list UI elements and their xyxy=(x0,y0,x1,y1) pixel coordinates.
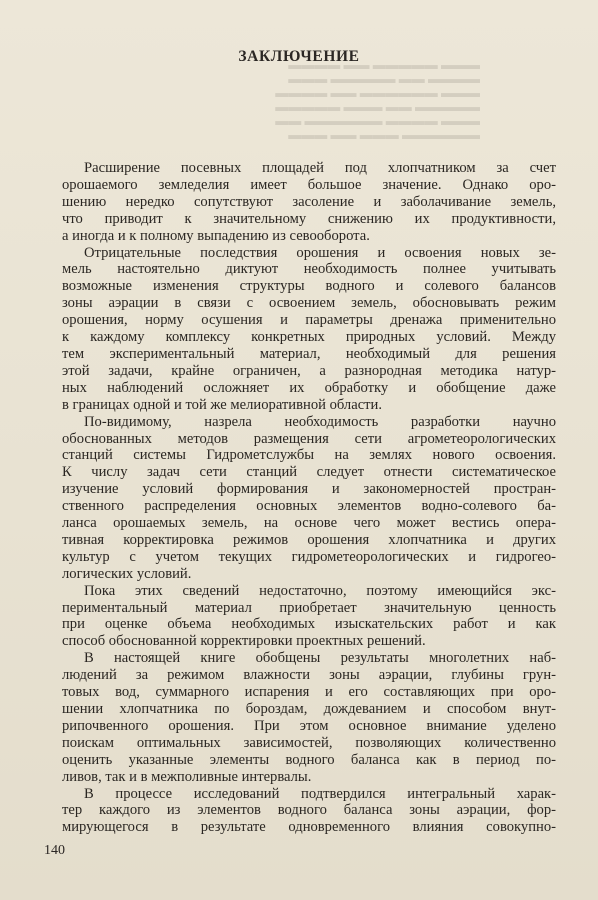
text-line: а иногда и к полному выпадению из севооборота. xyxy=(62,227,370,244)
text-line: культур с учетом текущих гидрометеорологических и гидрогео- xyxy=(62,548,556,565)
body-text xyxy=(62,160,556,836)
paragraph-4 xyxy=(62,583,556,651)
text-line: В настоящей книге обобщены результаты многолетних наб- xyxy=(84,650,556,667)
paragraph-2 xyxy=(62,245,556,414)
text-line: К числу задач сети станций следует отнести систематическое xyxy=(62,464,556,481)
paragraph-5 xyxy=(62,650,556,785)
show-through-text: ▬▬▬ ▬▬▬▬▬ ▬▬ ▬▬▬▬ ▬▬▬▬ ▬▬ ▬▬▬▬▬ ▬▬▬ ▬▬▬ ▬▬▬▬▬▬ ▬▬ ▬▬▬▬ ▬▬▬▬▬ ▬▬ ▬▬▬ ▬▬▬▬▬ ▬▬▬ ▬▬▬▬ ▬▬▬▬▬▬ ▬▬ ▬▬▬▬▬▬ ▬▬▬ ▬▬ ▬▬▬ xyxy=(275,57,480,142)
text-line: тивная корректировка режимов орошения хлопчатника и других xyxy=(62,531,556,548)
text-line: способ обоснованной корректировки проектных решений. xyxy=(62,633,426,650)
text-line: обоснованных методов размещения сети агрометеорологических xyxy=(62,430,556,447)
text-line: Пока этих сведений недостаточно, поэтому имеющийся экс- xyxy=(84,582,556,599)
text-line: мирующегося в результате одновременного влияния совокупно- xyxy=(62,819,556,836)
text-line: шению нередко сопутствуют засоление и заболачивание земель, xyxy=(62,193,556,210)
text-line: логических условий. xyxy=(62,565,192,582)
text-line: что приводит к значительному снижению их продуктивности, xyxy=(62,210,556,227)
text-line: В процессе исследований подтвердился интегральный харак- xyxy=(84,785,556,802)
text-line: ственного распределения основных элементов водно-солевого ба- xyxy=(62,498,556,515)
text-line: ных наблюдений осложняет их обработку и обобщение даже xyxy=(62,379,556,396)
text-line: поискам оптимальных зависимостей, позволяющих количественно xyxy=(62,734,556,751)
text-line: периментальный материал приобретает значительную ценность xyxy=(62,599,556,616)
text-line: зоны аэрации в связи с освоением земель, обосновывать режим xyxy=(62,295,556,312)
text-line: рипочвенного орошения. При этом основное внимание уделено xyxy=(62,717,556,734)
text-line: тем экспериментальный материал, необходимый для решения xyxy=(62,345,556,362)
text-line: мель настоятельно диктуют необходимость полнее учитывать xyxy=(62,261,556,278)
text-line: в границах одной и той же мелиоративной области. xyxy=(62,396,383,413)
text-line: людений за режимом влажности зоны аэрации, глубины грун- xyxy=(62,667,556,684)
text-line: орошаемого земледелия имеет большое значение. Однако оро- xyxy=(62,176,556,193)
text-line: Отрицательные последствия орошения и освоения новых зе- xyxy=(84,244,556,261)
text-line: к каждому комплексу конкретных природных условий. Между xyxy=(62,329,556,346)
text-line: ливов, так и в межполивные интервалы. xyxy=(62,768,312,785)
text-line: ланса орошаемых земель, на основе чего может вестись опера- xyxy=(62,515,556,532)
text-line: этой задачи, крайне ограничен, а разнородная методика натур- xyxy=(62,362,556,379)
text-line: орошения, норму осушения и параметры дренажа применительно xyxy=(62,312,556,329)
text-line: товых вод, суммарного испарения и его составляющих при оро- xyxy=(62,684,556,701)
page-title: ЗАКЛЮЧЕНИЕ xyxy=(238,48,360,66)
text-line: Расширение посевных площадей под хлопчатником за счет xyxy=(84,160,556,176)
paragraph-1 xyxy=(62,160,556,245)
text-line: изучение условий формирования и закономерностей простран- xyxy=(62,481,556,498)
text-line: возможные изменения структуры водного и солевого балансов xyxy=(62,278,556,295)
page-number: 140 xyxy=(44,843,65,858)
text-line: тер каждого из элементов водного баланса зоны аэрации, фор- xyxy=(62,802,556,819)
paragraph-3 xyxy=(62,414,556,583)
text-line: станций системы Гидрометслужбы на землях нового освоения. xyxy=(62,447,556,464)
text-line: По-видимому, назрела необходимость разработки научно xyxy=(84,413,556,430)
text-line: при оценке объема необходимых изыскательских работ и как xyxy=(62,616,556,633)
paragraph-6 xyxy=(62,786,556,837)
text-line: оценить указанные элементы водного баланса как в период по- xyxy=(62,751,556,768)
text-line: шении хлопчатника по бороздам, дождеванием и способом внут- xyxy=(62,701,556,717)
